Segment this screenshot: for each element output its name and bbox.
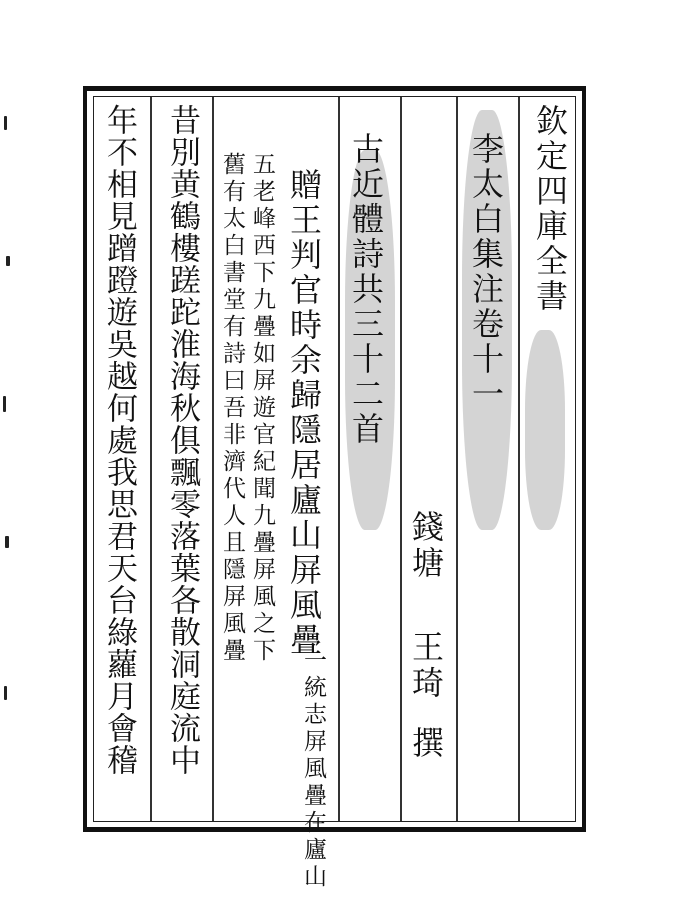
bleed-through-texture — [525, 330, 565, 530]
poem-note-a: 一統志屏風疊在廬山 — [300, 648, 326, 891]
column-rule — [150, 97, 152, 821]
poem-title: 贈王判官時余歸隱居廬山屏風疊 — [285, 168, 323, 658]
editor-name: 王琦 — [407, 630, 445, 702]
column-rule — [212, 97, 214, 821]
adjacent-page-edge — [0, 96, 20, 826]
volume-title: 李太白集注卷十一 — [467, 132, 505, 412]
column-rule — [338, 97, 340, 821]
column-rule — [400, 97, 402, 821]
editor-role: 撰 — [407, 726, 445, 761]
poem-line-2: 年不相見蹭蹬遊吳越何處我思君天台綠蘿月會稽 — [101, 104, 137, 776]
collection-title: 欽定四庫全書 — [531, 104, 569, 314]
poem-note-c: 舊有太白書堂有詩曰吾非濟代人且隱屏風疊 — [219, 152, 245, 665]
poem-note-b: 五老峰西下九疊如屏遊官紀聞九疊屏風之下 — [249, 152, 275, 665]
column-rule — [456, 97, 458, 821]
poem-line-1: 昔別黄鶴樓蹉跎淮海秋俱飄零落葉各散洞庭流中 — [164, 104, 200, 776]
editor-place: 錢塘 — [407, 510, 445, 582]
column-rule — [518, 97, 520, 821]
section-heading: 古近體詩共三十二首 — [347, 132, 385, 447]
